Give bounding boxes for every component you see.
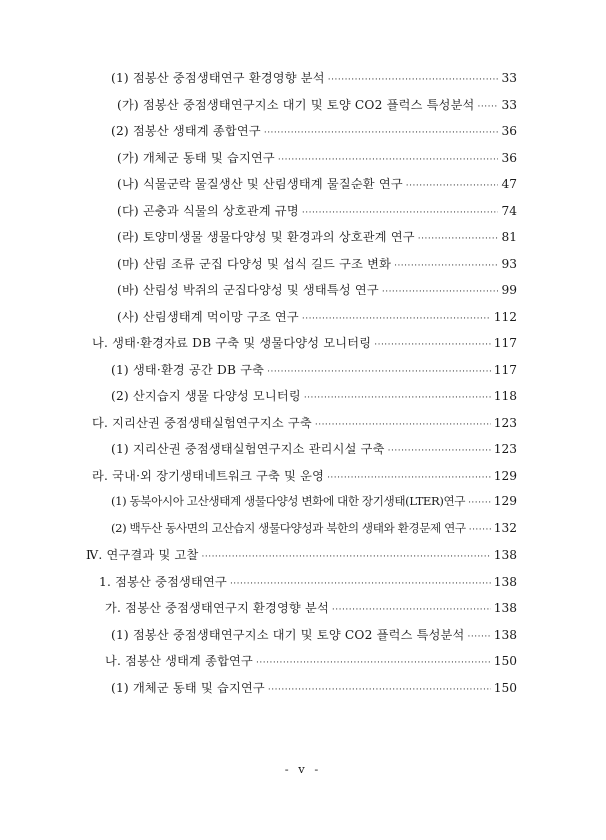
toc-entry[interactable]	[117, 308, 517, 328]
toc-entry[interactable]	[117, 281, 517, 301]
toc-entry-label: (1) 점봉산 중점생태연구지소 대기 및 토양 CO2 플럭스 특성분석	[111, 628, 465, 642]
toc-entry-page: 93	[501, 257, 517, 271]
dot-leader	[468, 632, 491, 642]
toc-entry-label: (2) 백두산 동사면의 고산습지 생물다양성과 북한의 생태와 환경문제 연구	[111, 521, 466, 535]
toc-entry-label: (가) 개체군 동태 및 습지연구	[117, 151, 275, 165]
toc-entry[interactable]	[111, 520, 517, 540]
toc-entry-label: 라. 국내·외 장기생태네트워크 구축 및 운영	[92, 469, 325, 483]
dot-leader	[264, 128, 499, 138]
dot-leader	[328, 75, 499, 85]
toc-entry[interactable]	[117, 96, 517, 116]
dot-leader	[406, 181, 499, 191]
toc-entry-label: (사) 산림생태계 먹이망 구조 연구	[117, 310, 299, 324]
dot-leader	[304, 393, 491, 403]
toc-entry-label: (1) 개체군 동태 및 습지연구	[111, 681, 265, 695]
dot-leader	[268, 685, 491, 695]
toc-entry-label: 1. 점봉산 중점생태연구	[99, 575, 227, 589]
toc-entry-label: (가) 점봉산 중점생태연구지소 대기 및 토양 CO2 플럭스 특성분석	[117, 98, 475, 112]
toc-entry[interactable]	[117, 255, 517, 275]
toc-entry[interactable]	[117, 228, 517, 248]
toc-entry-page: 138	[493, 601, 517, 615]
toc-entry-page: 150	[493, 654, 517, 668]
toc-entry[interactable]	[111, 493, 517, 513]
toc-entry-label: (다) 곤충과 식물의 상호관계 규명	[117, 204, 299, 218]
toc-entry-page: 117	[493, 363, 517, 377]
dot-leader	[388, 446, 491, 456]
toc-entry-page: 81	[501, 230, 517, 244]
toc-entry-page: 36	[501, 151, 517, 165]
toc-entry-label: (나) 식물군락 물질생산 및 산림생태계 물질순환 연구	[117, 177, 403, 191]
toc-entry-page: 129	[493, 469, 517, 483]
dot-leader	[468, 498, 491, 508]
toc-entry-page: 33	[501, 98, 517, 112]
toc-entry-label: Ⅳ. 연구결과 및 고찰	[86, 548, 199, 562]
toc-entry-page: 150	[493, 681, 517, 695]
toc-entry[interactable]	[111, 440, 517, 460]
toc-entry-page: 117	[493, 336, 517, 350]
dot-leader	[302, 314, 491, 324]
toc-entry-label: 가. 점봉산 중점생태연구지 환경영향 분석	[105, 601, 329, 615]
toc-entry-label: 나. 생태·환경자료 DB 구축 및 생물다양성 모니터링	[92, 336, 372, 350]
toc-entry-label: (2) 점봉산 생태계 종합연구	[111, 124, 261, 138]
toc-entry-page: 36	[501, 124, 517, 138]
dot-leader	[230, 579, 491, 589]
toc-entry-page: 99	[501, 283, 517, 297]
dot-leader	[327, 473, 491, 483]
toc-entry-label: (라) 토양미생물 생물다양성 및 환경과의 상호관계 연구	[117, 230, 415, 244]
toc-entry-page: 112	[493, 310, 517, 324]
toc-entry[interactable]	[105, 599, 517, 619]
toc-entry-label: 나. 점봉산 생태계 종합연구	[105, 654, 254, 668]
toc-entry-page: 33	[501, 71, 517, 85]
toc-entry-page: 138	[493, 575, 517, 589]
toc-entry-label: (마) 산림 조류 군집 다양성 및 섭식 길드 구조 변화	[117, 257, 392, 271]
dot-leader	[469, 525, 491, 535]
toc-entry-label: (바) 산림성 박쥐의 군집다양성 및 생태특성 연구	[117, 283, 379, 297]
dot-leader	[267, 367, 491, 377]
toc-entry[interactable]	[117, 149, 517, 169]
toc-entry-page: 123	[493, 416, 517, 430]
dot-leader	[478, 102, 499, 112]
toc-entry-page: 74	[501, 204, 517, 218]
toc-entry[interactable]	[111, 679, 517, 699]
dot-leader	[382, 287, 499, 297]
dot-leader	[332, 605, 491, 615]
toc-entry-label: (2) 산지습지 생물 다양성 모니터링	[111, 389, 301, 403]
dot-leader	[315, 420, 491, 430]
toc-entry[interactable]	[111, 361, 517, 381]
toc-entry-page: 132	[493, 521, 517, 535]
toc-entry[interactable]	[105, 652, 517, 672]
toc-entry-label: 다. 지리산권 중점생태실험연구지소 구축	[92, 416, 312, 430]
toc-entry[interactable]	[117, 175, 517, 195]
toc-entry-label: (1) 점봉산 중점생태연구 환경영향 분석	[111, 71, 325, 85]
toc-entry-page: 118	[493, 389, 517, 403]
page-number: - v -	[284, 762, 322, 776]
toc-entry-page: 138	[493, 628, 517, 642]
toc-entry[interactable]	[111, 626, 517, 646]
toc-entry-label: (1) 동북아시아 고산생태계 생물다양성 변화에 대한 장기생태(LTER)연구	[111, 494, 466, 508]
toc-entry-label: (1) 지리산권 중점생태실험연구지소 관리시설 구축	[111, 442, 385, 456]
dot-leader	[201, 552, 490, 562]
toc-entry[interactable]	[92, 414, 517, 434]
dot-leader	[418, 234, 499, 244]
toc-entry[interactable]	[117, 202, 517, 222]
toc-entry[interactable]	[111, 387, 517, 407]
dot-leader	[278, 155, 499, 165]
toc-entry[interactable]	[111, 122, 517, 142]
toc-entry[interactable]	[99, 573, 517, 593]
dot-leader	[302, 208, 499, 218]
dot-leader	[394, 261, 498, 271]
toc-entry[interactable]	[111, 69, 517, 89]
toc-entry-page: 138	[493, 548, 517, 562]
toc-entry[interactable]	[92, 334, 517, 354]
toc-entry-page: 123	[493, 442, 517, 456]
toc-entry-label: (1) 생태·환경 공간 DB 구축	[111, 363, 265, 377]
toc-entry[interactable]	[92, 467, 517, 487]
toc-entry-page: 129	[493, 494, 517, 508]
dot-leader	[374, 340, 491, 350]
toc-entry[interactable]	[86, 546, 517, 566]
toc-entry-page: 47	[501, 177, 517, 191]
dot-leader	[256, 658, 491, 668]
